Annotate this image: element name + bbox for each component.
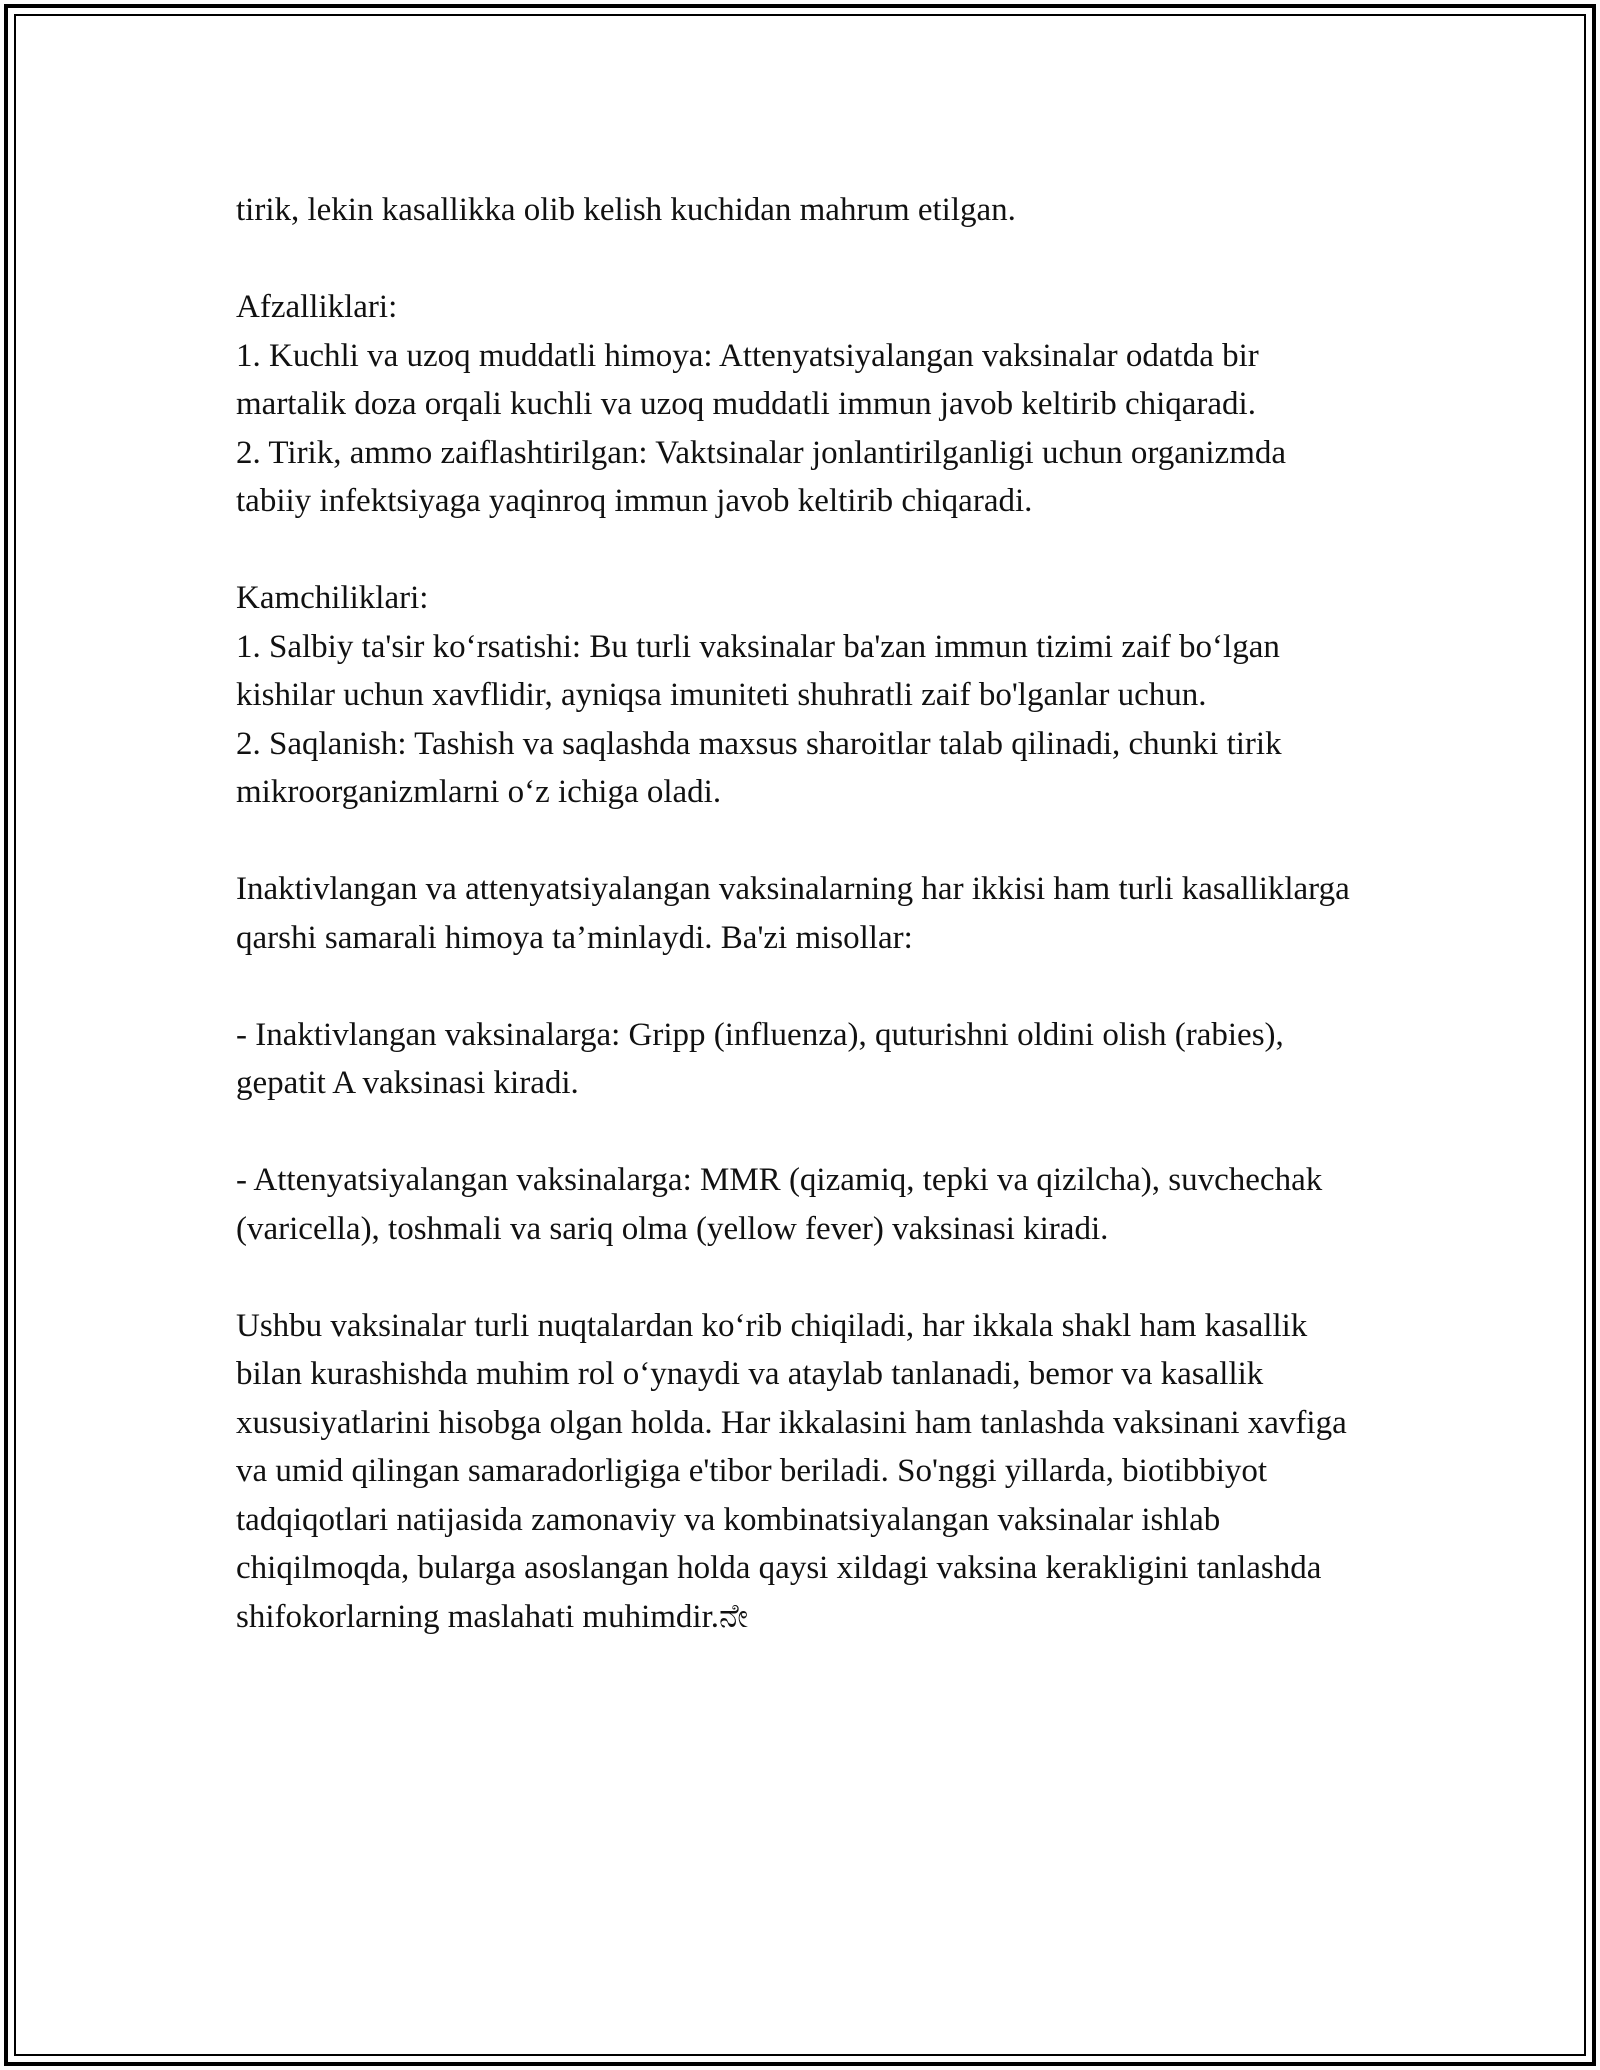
paragraph-gap bbox=[236, 817, 1366, 866]
advantage-item-1: 1. Kuchli va uzoq muddatli himoya: Attenyatsiyalangan vaksinalar odatda bir martalik doza orqali kuchli va uzoq muddatli immun javob keltirib chiqaradi. bbox=[236, 337, 1259, 422]
disadvantage-item-1: 1. Salbiy ta'sir ko‘rsatishi: Bu turli vaksinalar ba'zan immun tizimi zaif bo‘lgan kishilar uchun xavflidir, ayniqsa imuniteti shuhratli zaif bo'lganlar uchun. bbox=[236, 628, 1280, 713]
paragraph-gap bbox=[236, 1108, 1366, 1157]
paragraph-gap bbox=[236, 962, 1366, 1011]
example-attenuated: - Attenyatsiyalangan vaksinalarga: MMR (qizamiq, tepki va qizilcha), suvchechak (varicella), toshmali va sariq olma (yellow fever) vaksinasi kiradi. bbox=[236, 1162, 1323, 1247]
conclusion-paragraph: Ushbu vaksinalar turli nuqtalardan ko‘rib chiqiladi, har ikkala shakl ham kasallik bilan kurashishda muhim rol o‘ynaydi va ataylab tanlanadi, bemor va kasallik xususiyatlarini hisobga olgan holda. Har ikkalasini ham tanlashda vaksinani xavfiga va umid qilingan samaradorligiga e'tibor beriladi. So'nggi yillarda, biotibbiyot tadqiqotlari natijasida zamonaviy va kombinatsiyalangan vaksinalar ishlab chiqilmoqda, bularga asoslangan holda qaysi xildagi vaksina kerakligini tanlashda shifokorlarning maslahati muhimdir.ನೇ bbox=[236, 1307, 1347, 1635]
example-inactivated: - Inaktivlangan vaksinalarga: Gripp (influenza), quturishni oldini olish (rabies), gepatit A vaksinasi kiradi. bbox=[236, 1016, 1284, 1101]
paragraph-gap bbox=[236, 235, 1366, 284]
disadvantages-heading: Kamchiliklari: bbox=[236, 580, 429, 616]
advantage-item-2: 2. Tirik, ammo zaiflashtirilgan: Vaktsinalar jonlantirilganligi uchun organizmda tabiiy infektsiyaga yaqinroq immun javob keltirib chiqaradi. bbox=[236, 434, 1287, 519]
paragraph-gap bbox=[236, 1253, 1366, 1302]
document-body bbox=[236, 186, 1366, 1641]
advantages-heading: Afzalliklari: bbox=[236, 289, 398, 325]
paragraph-gap bbox=[236, 526, 1366, 575]
disadvantage-item-2: 2. Saqlanish: Tashish va saqlashda maxsus sharoitlar talab qilinadi, chunki tirik mikroorganizmlarni o‘z ichiga oladi. bbox=[236, 725, 1282, 810]
continuation-line: tirik, lekin kasallikka olib kelish kuchidan mahrum etilgan. bbox=[236, 192, 1016, 228]
examples-intro: Inaktivlangan va attenyatsiyalangan vaksinalarning har ikkisi ham turli kasalliklarga qarshi samarali himoya ta’minlaydi. Ba'zi misollar: bbox=[236, 871, 1350, 956]
